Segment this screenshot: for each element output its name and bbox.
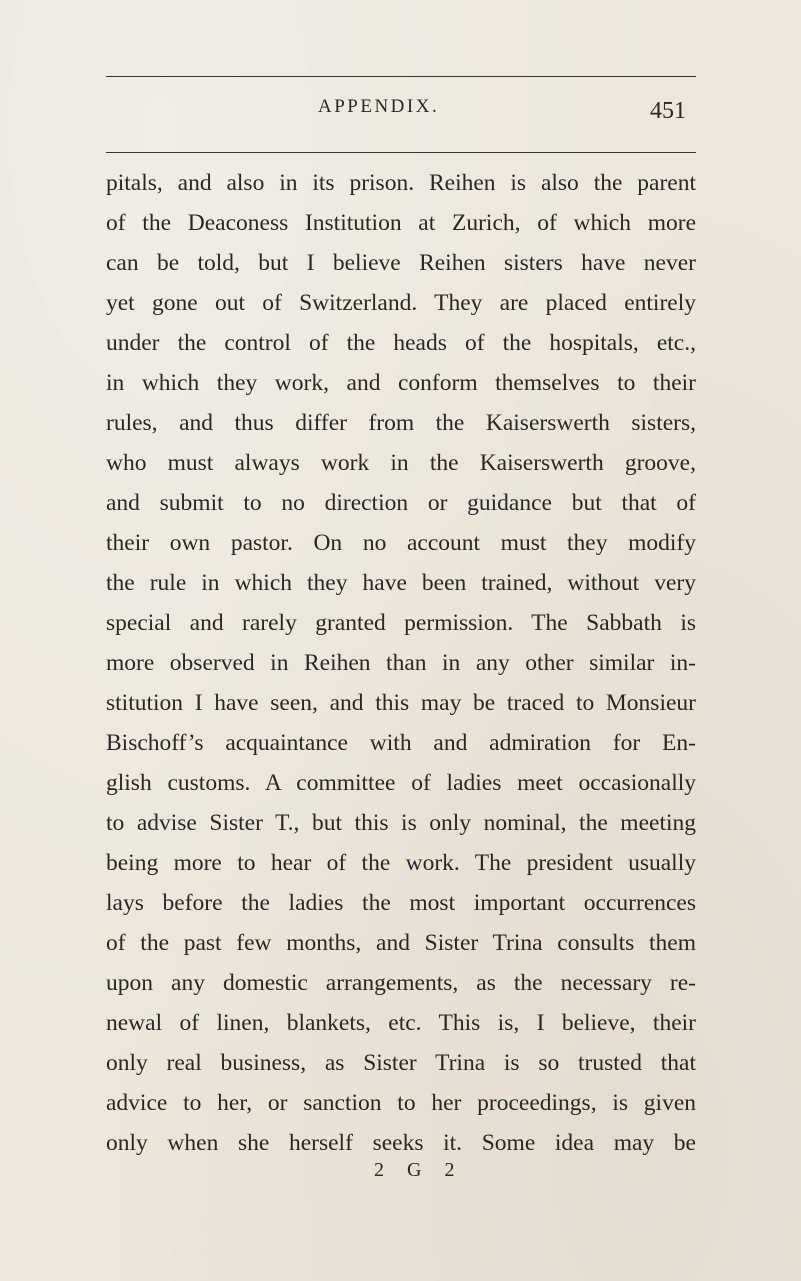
text-line: in which they work, and conform themselves to their — [106, 370, 696, 396]
text-line: lays before the ladies the most important occurrences — [106, 890, 696, 916]
text-line: only real business, as Sister Trina is so trusted that — [106, 1050, 696, 1076]
text-line: being more to hear of the work. The president usually — [106, 850, 696, 876]
text-line: of the Deaconess Institution at Zurich, of which more — [106, 210, 696, 236]
text-line: stitution I have seen, and this may be traced to Monsieur — [106, 690, 696, 716]
text-line: pitals, and also in its prison. Reihen is also the parent — [106, 170, 696, 196]
body-text — [106, 163, 696, 1163]
top-rule — [106, 76, 696, 77]
text-line: under the control of the heads of the hospitals, etc., — [106, 330, 696, 356]
header-rule — [106, 152, 696, 153]
page-number: 451 — [650, 98, 686, 124]
text-line: rules, and thus differ from the Kaiserswerth sisters, — [106, 410, 696, 436]
text-line: advice to her, or sanction to her proceedings, is given — [106, 1090, 696, 1116]
text-line: upon any domestic arrangements, as the necessary re- — [106, 970, 696, 996]
text-line: and submit to no direction or guidance but that of — [106, 490, 696, 516]
text-line: only when she herself seeks it. Some idea may be — [106, 1130, 696, 1156]
text-line: who must always work in the Kaiserswerth groove, — [106, 450, 696, 476]
text-line: of the past few months, and Sister Trina consults them — [106, 930, 696, 956]
text-line: the rule in which they have been trained, without very — [106, 570, 696, 596]
text-line: can be told, but I believe Reihen sisters have never — [106, 250, 696, 276]
text-line: newal of linen, blankets, etc. This is, I believe, their — [106, 1010, 696, 1036]
text-line: their own pastor. On no account must they modify — [106, 530, 696, 556]
text-line: yet gone out of Switzerland. They are placed entirely — [106, 290, 696, 316]
text-line: Bischoff’s acquaintance with and admiration for En- — [106, 730, 696, 756]
text-line: glish customs. A committee of ladies meet occasionally — [106, 770, 696, 796]
text-line: special and rarely granted permission. The Sabbath is — [106, 610, 696, 636]
signature-mark: 2 G 2 — [374, 1159, 464, 1181]
text-line: more observed in Reihen than in any other similar in- — [106, 650, 696, 676]
running-head: APPENDIX. — [318, 96, 440, 117]
text-line: to advise Sister T., but this is only nominal, the meeting — [106, 810, 696, 836]
